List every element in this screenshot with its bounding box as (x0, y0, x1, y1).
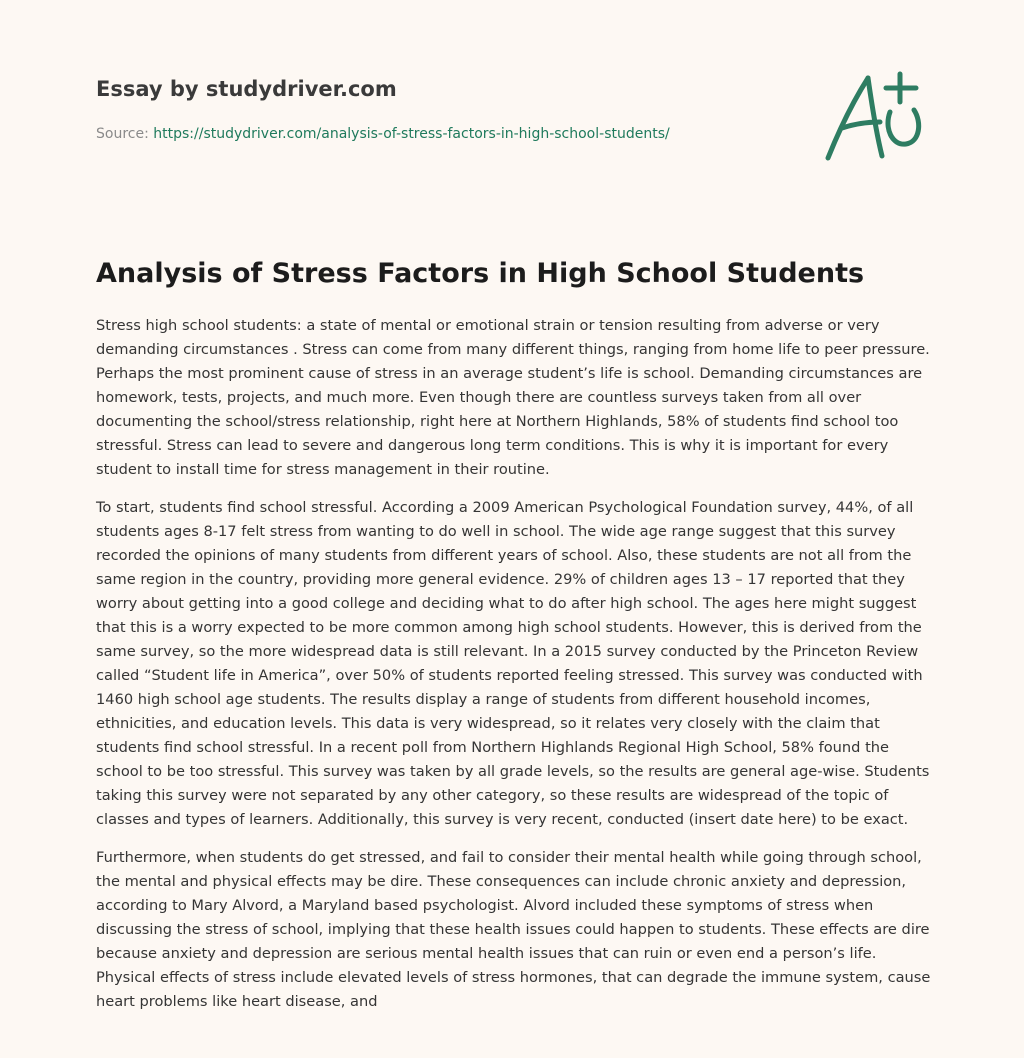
source-link[interactable]: https://studydriver.com/analysis-of-stress-factors-in-high-school-students/ (153, 126, 670, 142)
article-body (96, 314, 932, 1028)
source-line (96, 124, 796, 144)
paragraph-3: Furthermore, when students do get stressed, and fail to consider their mental health while going through school, the mental and physical effects may be dire. These consequences can include chronic anxiety and depression, according to Mary Alvord, a Maryland based psychologist. Alvord included these symptoms of stress when discussing the stress of school, implying that these health issues could happen to students. These effects are dire because anxiety and depression are serious mental health issues that can ruin or even end a person’s life. Physical effects of stress include elevated levels of stress hormones, that can degrade the immune system, cause heart problems like heart disease, and (96, 849, 931, 1010)
essay-header (96, 74, 796, 144)
paragraph-2: To start, students find school stressful. According a 2009 American Psychological Foundation survey, 44%, of all students ages 8-17 felt stress from wanting to do well in school. The wide age range suggest that this survey recorded the opinions of many students from different years of school. Also, these students are not all from the same region in the country, providing more general evidence. 29% of children ages 13 – 17 reported that they worry about getting into a good college and deciding what to do after high school. The ages here might suggest that this is a worry expected to be more common among high school students. However, this is derived from the same survey, so the more widespread data is still relevant. In a 2015 survey conducted by the Princeton Review called “Student life in America”, over 50% of students reported feeling stressed. This survey was conducted with 1460 high school age students. The results display a range of students from different household incomes, ethnicities, and education levels. This data is very widespread, so it relates very closely with the claim that students find school stressful. In a recent poll from Northern Highlands Regional High School, 58% found the school to be too stressful. This survey was taken by all grade levels, so the results are general age-wise. Students taking this survey were not separated by any other category, so these results are widespread of the topic of classes and types of learners. Additionally, this survey is very recent, conducted (insert date here) to be exact. (96, 499, 930, 828)
paragraph-1: Stress high school students: a state of mental or emotional strain or tension resulting from adverse or very demanding circumstances . Stress can come from many different things, ranging from home life to peer pressure. Perhaps the most prominent cause of stress in an average student’s life is school. Demanding circumstances are homework, tests, projects, and much more. Even though there are countless surveys taken from all over documenting the school/stress relationship, right here at Northern Highlands, 58% of students find school too stressful. Stress can lead to severe and dangerous long term conditions. This is why it is important for every student to install time for stress management in their routine. (96, 317, 930, 478)
article-title: Analysis of Stress Factors in High School Students (96, 258, 865, 289)
essay-byline: Essay by studydriver.com (96, 77, 397, 101)
source-label: Source: (96, 126, 149, 142)
a-plus-icon (820, 66, 930, 166)
